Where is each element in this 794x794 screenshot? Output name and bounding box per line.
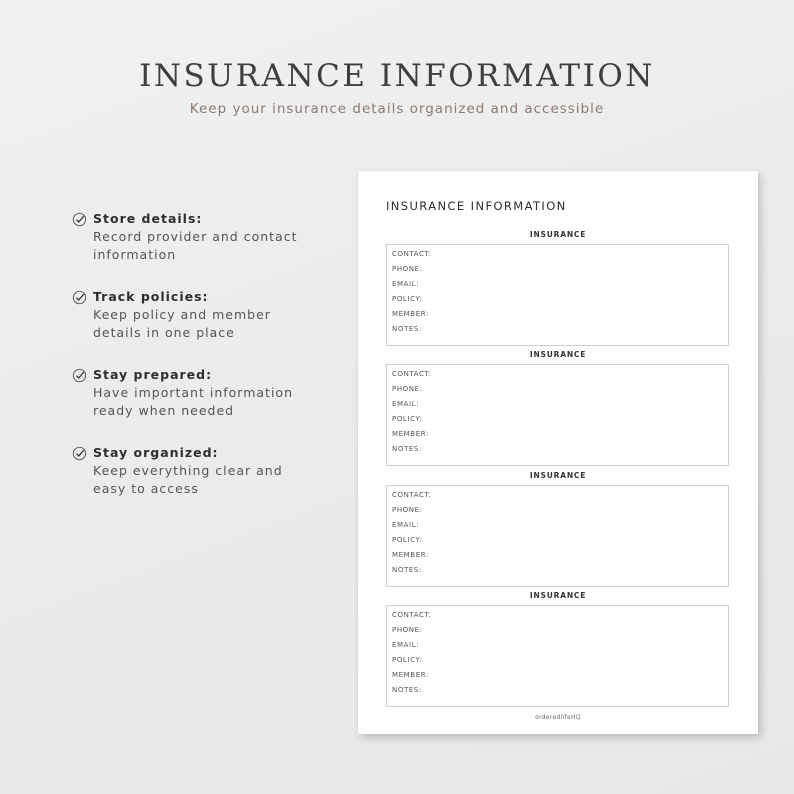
- insurance-box: [386, 485, 729, 587]
- field-label-policy: POLICY:: [392, 295, 423, 303]
- field-label-contact: CONTACT:: [392, 491, 432, 499]
- field-label-member: MEMBER:: [392, 671, 429, 679]
- feature-description-line: details in one place: [93, 324, 235, 340]
- check-circle-icon: [72, 368, 87, 383]
- feature-description-line: Have important information: [93, 385, 293, 400]
- field-label-notes: NOTES:: [392, 566, 422, 574]
- field-label-email: EMAIL:: [392, 641, 420, 649]
- printable-sheet: [358, 171, 758, 734]
- insurance-box: [386, 605, 729, 707]
- field-label-email: EMAIL:: [392, 400, 420, 408]
- feature-title: Track policies:: [93, 289, 209, 304]
- field-label-notes: NOTES:: [392, 445, 422, 453]
- page-title: INSURANCE INFORMATION: [139, 58, 655, 94]
- field-label-notes: NOTES:: [392, 325, 422, 333]
- field-label-member: MEMBER:: [392, 551, 429, 559]
- feature-title: Stay prepared:: [93, 367, 213, 382]
- field-label-member: MEMBER:: [392, 430, 429, 438]
- feature-item: [72, 444, 332, 522]
- field-label-email: EMAIL:: [392, 521, 420, 529]
- feature-description-line: easy to access: [93, 480, 199, 496]
- section-label: INSURANCE: [529, 230, 587, 239]
- insurance-box: [386, 364, 729, 466]
- check-circle-icon: [72, 212, 87, 227]
- field-label-notes: NOTES:: [392, 686, 422, 694]
- feature-description-line: Keep everything clear and: [93, 463, 283, 478]
- sheet-title: INSURANCE INFORMATION: [386, 199, 567, 213]
- feature-description-line: information: [93, 246, 177, 262]
- field-label-email: EMAIL:: [392, 280, 420, 288]
- field-label-phone: PHONE:: [392, 265, 423, 273]
- feature-description-line: Record provider and contact: [93, 229, 298, 244]
- check-circle-icon: [72, 446, 87, 461]
- section-label: INSURANCE: [529, 350, 587, 359]
- field-label-phone: PHONE:: [392, 626, 423, 634]
- field-label-policy: POLICY:: [392, 415, 423, 423]
- field-label-phone: PHONE:: [392, 506, 423, 514]
- field-label-policy: POLICY:: [392, 536, 423, 544]
- check-circle-icon: [72, 290, 87, 305]
- feature-list: [72, 210, 332, 522]
- field-label-contact: CONTACT:: [392, 250, 432, 258]
- feature-description-line: ready when needed: [93, 402, 235, 418]
- feature-item: [72, 210, 332, 288]
- section-label: INSURANCE: [529, 591, 587, 600]
- insurance-box: [386, 244, 729, 346]
- field-label-contact: CONTACT:: [392, 370, 432, 378]
- field-label-policy: POLICY:: [392, 656, 423, 664]
- feature-item: [72, 366, 332, 444]
- feature-title: Stay organized:: [93, 445, 219, 460]
- field-label-member: MEMBER:: [392, 310, 429, 318]
- feature-title: Store details:: [93, 211, 203, 226]
- field-label-contact: CONTACT:: [392, 611, 432, 619]
- feature-item: [72, 288, 332, 366]
- brand-footer: orderedlifeHQ: [535, 714, 581, 721]
- field-label-phone: PHONE:: [392, 385, 423, 393]
- section-label: INSURANCE: [529, 471, 587, 480]
- feature-description-line: Keep policy and member: [93, 307, 271, 322]
- page-subtitle: Keep your insurance details organized and accessible: [189, 101, 605, 117]
